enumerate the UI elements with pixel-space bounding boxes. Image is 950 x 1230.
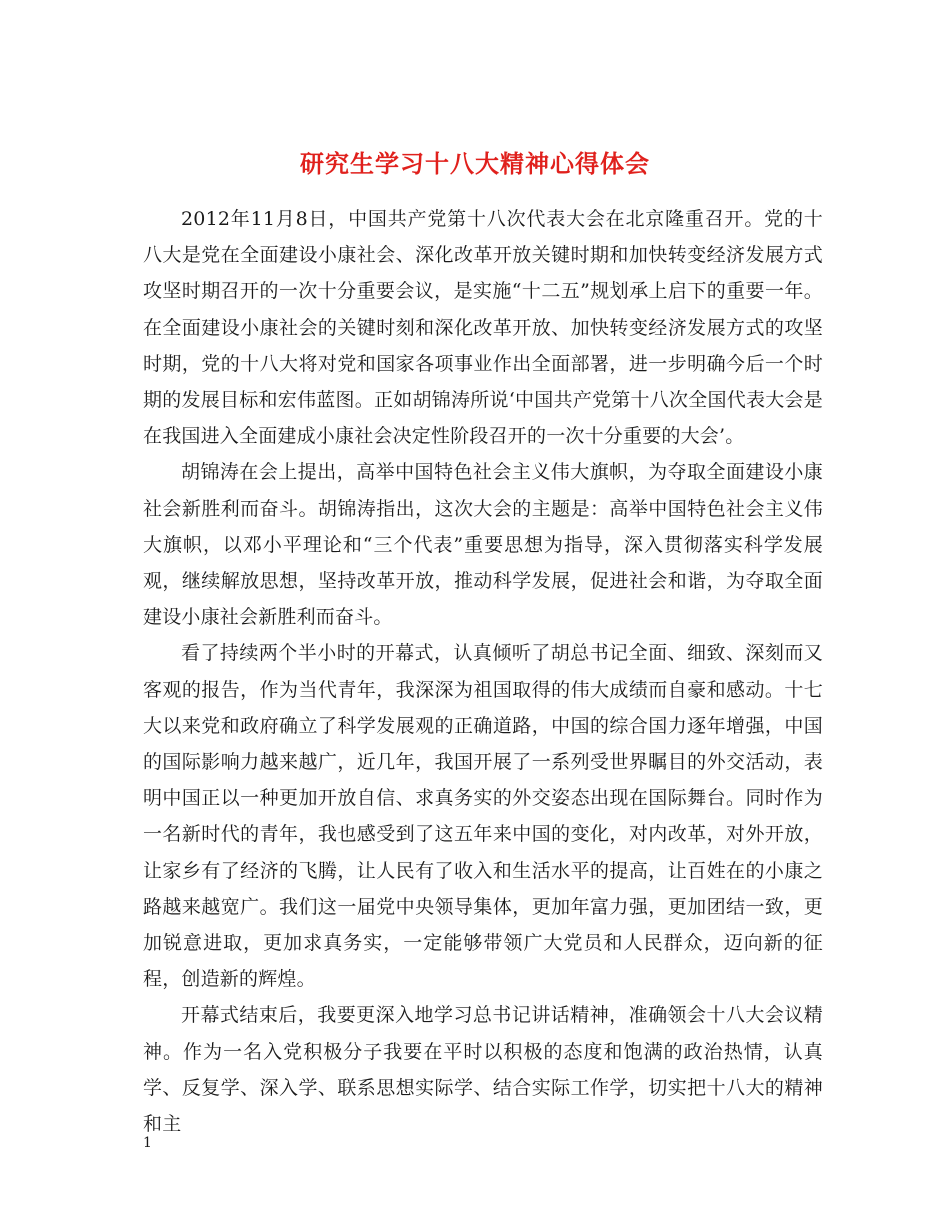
document-title: 研究生学习十八大精神心得体会	[300, 149, 650, 179]
paragraph-2: 胡锦涛在会上提出，高举中国特色社会主义伟大旗帜，为夺取全面建设小康社会新胜利而奋斗。胡锦涛指出，这次大会的主题是：高举中国特色社会主义伟大旗帜，以邓小平理论和“三个代表”重要思想为指导，深入贯彻落实科学发展观，继续解放思想，坚持改革开放，推动科学发展，促进社会和谐，为夺取全面建设小康社会新胜利而奋斗。	[143, 461, 823, 629]
paragraph-1: 2012年11月8日，中国共产党第十八次代表大会在北京隆重召开。党的十八大是党在全面建设小康社会、深化改革开放关键时期和加快转变经济发展方式攻坚时期召开的一次十分重要会议，是实施“十二五”规划承上启下的重要一年。在全面建设小康社会的关键时刻和深化改革开放、加快转变经济发展方式的攻坚时期，党的十八大将对党和国家各项事业作出全面部署，进一步明确今后一个时期的发展目标和宏伟蓝图。正如胡锦涛所说‘中国共产党第十八次全国代表大会是在我国进入全面建成小康社会决定性阶段召开的一次十分重要的大会’。	[143, 208, 823, 448]
document-body	[143, 201, 823, 1142]
paragraph-4: 开幕式结束后，我要更深入地学习总书记讲话精神，准确领会十八大会议精神。作为一名入党积极分子我要在平时以积极的态度和饱满的政治热情，认真学、反复学、深入学、联系思想实际学、结合实际工作学，切实把十八大的精神和主	[143, 1004, 823, 1136]
page-number: 1	[143, 1135, 152, 1151]
paragraph-3: 看了持续两个半小时的开幕式，认真倾听了胡总书记全面、细致、深刻而又客观的报告，作为当代青年，我深深为祖国取得的伟大成绩而自豪和感动。十七大以来党和政府确立了科学发展观的正确道路，中国的综合国力逐年增强，中国的国际影响力越来越广，近几年，我国开展了一系列受世界瞩目的外交活动，表明中国正以一种更加开放自信、求真务实的外交姿态出现在国际舞台。同时作为一名新时代的青年，我也感受到了这五年来中国的变化，对内改革，对外开放，让家乡有了经济的飞腾，让人民有了收入和生活水平的提高，让百姓在的小康之路越来越宽广。我们这一届党中央领导集体，更加年富力强，更加团结一致，更加锐意进取，更加求真务实，一定能够带领广大党员和人民群众，迈向新的征程，创造新的辉煌。	[143, 642, 823, 991]
